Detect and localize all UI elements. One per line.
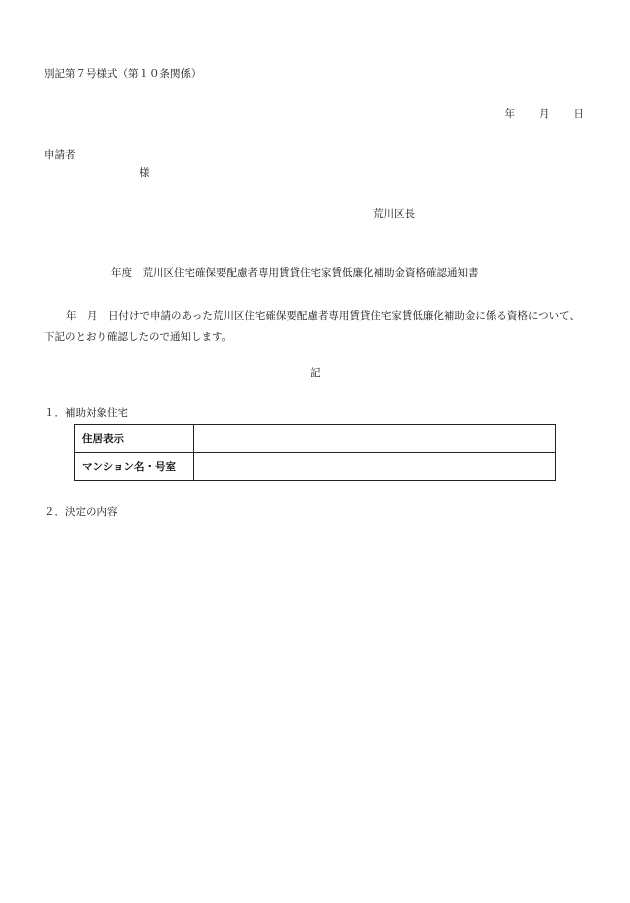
address-value[interactable] — [194, 425, 556, 453]
building-room-value[interactable] — [194, 453, 556, 481]
date-month: 月 — [539, 108, 550, 120]
honorific: 様 — [139, 167, 150, 179]
issuer: 荒川区長 — [373, 208, 415, 220]
building-room-label: マンション名・号室 — [75, 453, 194, 481]
section1-heading: １．補助対象住宅 — [44, 407, 128, 419]
applicant-label: 申請者 — [44, 149, 76, 161]
section2-heading: ２．決定の内容 — [44, 506, 118, 518]
body-text: 年 月 日付けで申請のあった荒川区住宅確保要配慮者専用賃貸住宅家賃低廉化補助金に係る資格について、下記のとおり確認したので通知します。 — [44, 310, 580, 343]
form-reference: 別記第７号様式（第１０条関係） — [44, 68, 202, 80]
document-title: 年度 荒川区住宅確保要配慮者専用賃貸住宅家賃低廉化補助金資格確認通知書 — [111, 267, 479, 279]
date-day: 日 — [573, 108, 584, 120]
address-label: 住居表示 — [75, 425, 194, 453]
date-year: 年 — [504, 108, 515, 120]
ki-heading: 記 — [310, 367, 321, 379]
table-row — [75, 425, 556, 453]
table-row — [75, 453, 556, 481]
housing-table — [74, 424, 556, 481]
date-line — [505, 109, 585, 120]
